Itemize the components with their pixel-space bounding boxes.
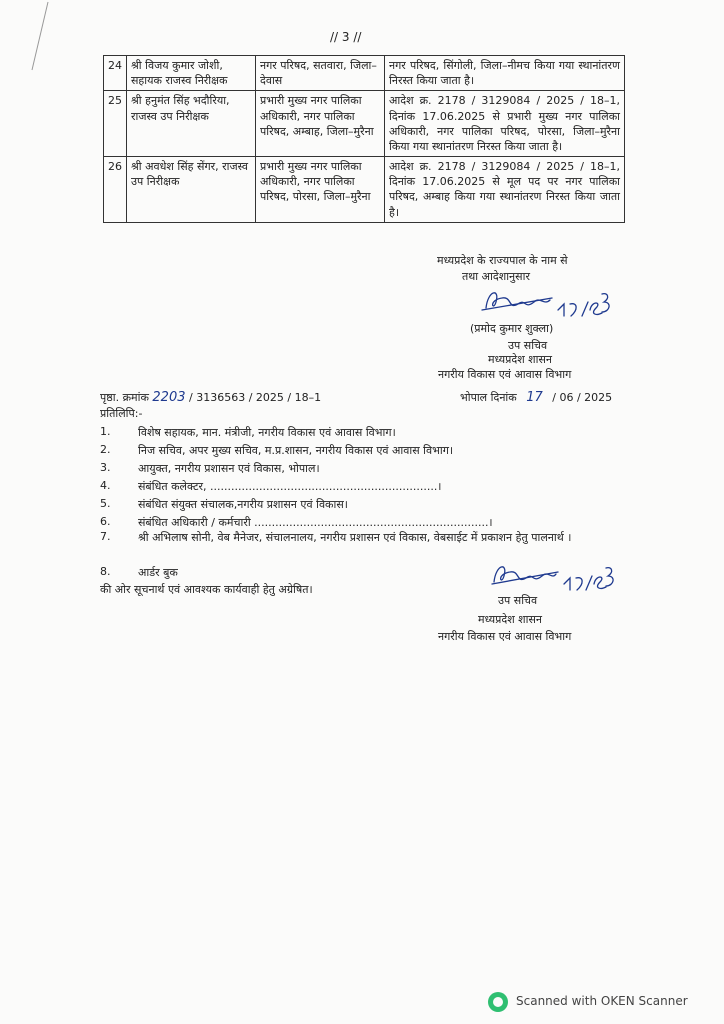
second-designation: उप सचिव xyxy=(498,594,538,607)
distribution-number: 8. xyxy=(100,565,111,578)
second-department: नगरीय विकास एवं आवास विभाग xyxy=(438,630,572,643)
distribution-number: 5. xyxy=(100,497,111,510)
signature-2 xyxy=(486,556,616,596)
order-cell: आदेश क्र. 2178 / 3129084 / 2025 / 18–1, दिनांक 17.06.2025 से प्रभारी मुख्य नगर पालिका अधिकारी, नगर पालिका परिषद, पोरसा, जिला–मुरैना किया गया स्थानांतरण निरस्त किया जाता है। xyxy=(385,91,625,157)
from-cell: प्रभारी मुख्य नगर पालिका अधिकारी, नगर पालिका परिषद, अम्बाह, जिला–मुरैना xyxy=(256,91,385,157)
endorsement-date-day: 17 xyxy=(526,390,543,405)
distribution-number: 7. xyxy=(100,530,111,543)
scan-edge-mark xyxy=(20,0,50,80)
second-government: मध्यप्रदेश शासन xyxy=(478,613,543,626)
serial-cell: 26 xyxy=(104,157,127,223)
scanner-watermark xyxy=(488,990,713,1014)
endorsement-date-label: भोपाल दिनांक xyxy=(460,391,517,404)
table-row xyxy=(104,91,625,157)
table-row xyxy=(104,157,625,223)
endorsement-number-handwritten: 2203 xyxy=(152,390,186,405)
distribution-text: आयुक्त, नगरीय प्रशासन एवं विकास, भोपाल। xyxy=(138,462,320,475)
distribution-text: आर्डर बुक xyxy=(138,566,178,579)
distribution-number: 3. xyxy=(100,461,111,474)
distribution-text: श्री अभिलाष सोनी, वेब मैनेजर, संचालनालय, नगरीय प्रशासन एवं विकास, वेबसाईट में प्रकाशन हेतु पालनार्थ । xyxy=(138,531,572,544)
order-line-1: मध्यप्रदेश के राज्यपाल के नाम से xyxy=(437,254,568,267)
oken-scanner-logo-icon xyxy=(488,992,508,1012)
scanner-text: Scanned with OKEN Scanner xyxy=(516,994,688,1008)
from-cell: प्रभारी मुख्य नगर पालिका अधिकारी, नगर पालिका परिषद, पोरसा, जिला–मुरैना xyxy=(256,157,385,223)
distribution-number: 4. xyxy=(100,479,111,492)
distribution-number: 6. xyxy=(100,515,111,528)
signatory-department: नगरीय विकास एवं आवास विभाग xyxy=(438,368,572,381)
name-cell: श्री हनुमंत सिंह भदौरिया, राजस्व उप निरीक्षक xyxy=(127,91,256,157)
copy-label: प्रतिलिपि:- xyxy=(100,407,143,420)
endorsement-number-label: पृष्ठा. क्रमांक xyxy=(100,391,149,404)
table-row xyxy=(104,56,625,91)
endorsement-date-rest: / 06 / 2025 xyxy=(552,391,613,404)
serial-cell: 25 xyxy=(104,91,127,157)
distribution-text: विशेष सहायक, मान. मंत्रीजी, नगरीय विकास एवं आवास विभाग। xyxy=(138,426,396,439)
signatory-name: (प्रमोद कुमार शुक्ला) xyxy=(470,322,554,335)
name-cell: श्री विजय कुमार जोशी, सहायक राजस्व निरीक्षक xyxy=(127,56,256,91)
from-cell: नगर परिषद, सतवारा, जिला–देवास xyxy=(256,56,385,91)
distribution-text: निज सचिव, अपर मुख्य सचिव, म.प्र.शासन, नगरीय विकास एवं आवास विभाग। xyxy=(138,444,454,457)
signature-1 xyxy=(478,280,618,322)
serial-cell: 24 xyxy=(104,56,127,91)
order-cell: नगर परिषद, सिंगोली, जिला–नीमच किया गया स्थानांतरण निरस्त किया जाता है। xyxy=(385,56,625,91)
name-cell: श्री अवधेश सिंह सेंगर, राजस्व उप निरीक्षक xyxy=(127,157,256,223)
distribution-number: 1. xyxy=(100,425,111,438)
distribution-text: संबंधित संयुक्त संचालक,नगरीय प्रशासन एवं विकास। xyxy=(138,498,348,511)
signatory-government: मध्यप्रदेश शासन xyxy=(488,353,553,366)
distribution-number: 2. xyxy=(100,443,111,456)
transfer-table xyxy=(103,55,625,223)
closing-line: की ओर सूचनार्थ एवं आवश्यक कार्यवाही हेतु अग्रेषित। xyxy=(100,583,313,596)
order-line-2: तथा आदेशानुसार xyxy=(462,270,530,283)
distribution-text: संबंधित कलेक्टर, .................................................................। xyxy=(138,480,442,493)
endorsement-date xyxy=(460,390,612,405)
signatory-designation: उप सचिव xyxy=(508,339,548,352)
page-number: // 3 // xyxy=(330,30,362,44)
order-cell: आदेश क्र. 2178 / 3129084 / 2025 / 18–1, दिनांक 17.06.2025 से मूल पद पर नगर पालिका परिषद, अम्बाह किया गया स्थानांतरण निरस्त किया जाता है। xyxy=(385,157,625,223)
endorsement-number-rest: / 3136563 / 2025 / 18–1 xyxy=(189,391,322,404)
distribution-text: संबंधित अधिकारी / कर्मचारी ...................................................................। xyxy=(138,516,493,529)
endorsement-number xyxy=(100,390,321,405)
